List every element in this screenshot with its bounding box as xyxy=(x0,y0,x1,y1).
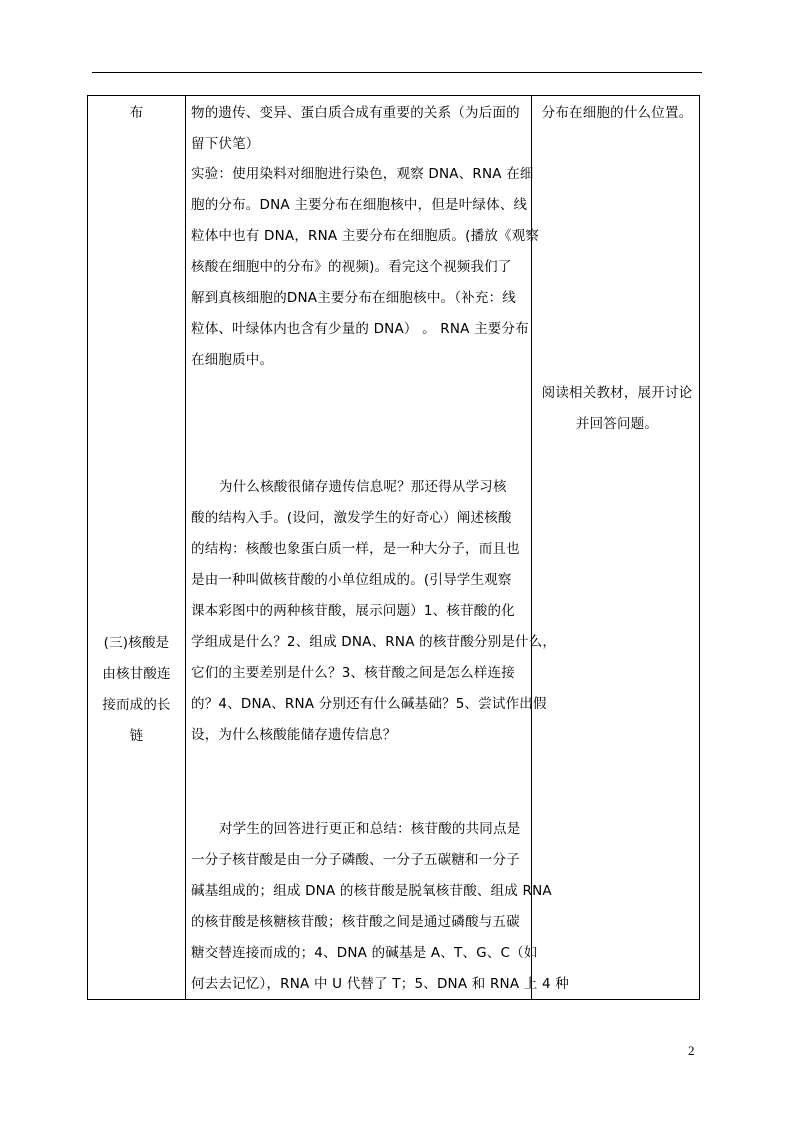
header-rule xyxy=(92,72,702,73)
experiment-paragraph: 实验：使用染料对细胞进行染色，观察 DNA、RNA 在细 胞的分布。DNA 主要分布在细胞核中，但是叶绿体、线 粒体中也有 DNA，RNA 主要分布在细胞质。(播放《观察 核酸在细胞中的分布》的视频)。看完这个视频我们了 解到真核细胞的DNA主要分布在细胞核中。（补充：线 粒体、叶绿体内也含有少量的 DNA） 。 RNA 主要分布 在细胞质中。 xyxy=(191,166,540,368)
lesson-table xyxy=(87,95,700,1000)
section-label: (三)核酸是 由核甘酸连 接而成的长 链 xyxy=(102,635,171,744)
student-activity-text: 阅读相关教材，展开讨论 并回答问题。 xyxy=(541,385,693,432)
section-label-continued: 布 xyxy=(129,105,144,121)
page-number: 2 xyxy=(688,1043,695,1058)
teaching-paragraph: 物的遗传、变异、蛋白质合成有重要的关系（为后面的 留下伏笔） xyxy=(191,105,520,152)
summary-paragraph: 对学生的回答进行更正和总结：核苷酸的共同点是 一分子核苷酸是由一分子磷酸、一分子五碳糖和一分子 碱基组成的；组成 DNA 的核苷酸是脱氧核苷酸、组成 RNA 的核苷酸是核糖核苷酸；核苷酸之间是通过磷酸与五碳 糖交替连接而成的；4、DNA 的碱基是 A、T、G、C（如 何去去记忆），RNA 中 U 代替了 T；5、DNA 和 RNA 上 4 种 xyxy=(191,821,569,992)
structure-paragraph: 为什么核酸很储存遗传信息呢？那还得从学习核 酸的结构入手。(设问，激发学生的好奇心）阐述核酸 的结构：核酸也象蛋白质一样，是一种大分子，而且也 是由一种叫做核苷酸的小单位组成的。(引导学生观察 课本彩图中的两种核苷酸，展示问题）1、核苷酸的化 学组成是什么？2、组成 DNA、RNA 的核苷酸分别是什么， 它们的主要差别是什么？3、核苷酸之间是怎么样连接 的？4、DNA、RNA 分别还有什么碱基础？5、尝试作出假 设，为什么核酸能储存遗传信息？ xyxy=(191,479,557,743)
column-divider xyxy=(185,96,186,999)
student-activity-text: 分布在细胞的什么位置。 xyxy=(541,105,693,121)
